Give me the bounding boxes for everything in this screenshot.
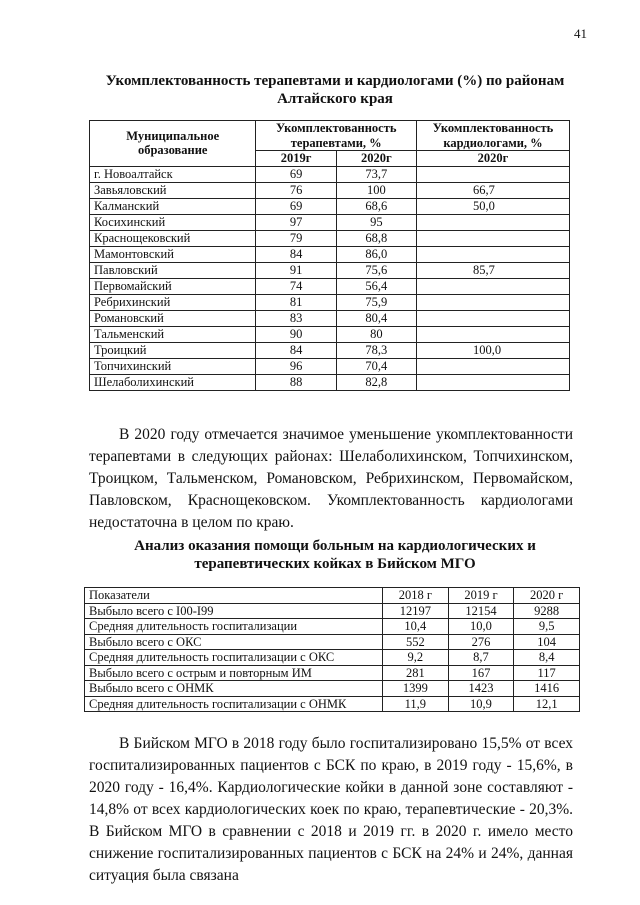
table-row xyxy=(85,665,580,681)
value-cell: 76 xyxy=(256,182,336,198)
table-row xyxy=(90,214,570,230)
district-cell: Павловский xyxy=(90,262,256,278)
value-cell: 12154 xyxy=(448,603,514,619)
table-row xyxy=(90,358,570,374)
value-cell: 74 xyxy=(256,278,336,294)
indicator-cell: Выбыло всего с ОКС xyxy=(85,634,383,650)
value-cell: 84 xyxy=(256,342,336,358)
value-cell: 276 xyxy=(448,634,514,650)
value-cell: 1416 xyxy=(514,681,580,697)
table-header-cell: 2020 г xyxy=(514,588,580,604)
value-cell: 11,9 xyxy=(383,696,449,712)
value-cell: 79 xyxy=(256,230,336,246)
value-cell: 68,8 xyxy=(336,230,416,246)
table-row xyxy=(90,182,570,198)
table-row xyxy=(90,246,570,262)
value-cell: 8,7 xyxy=(448,650,514,666)
district-cell: Топчихинский xyxy=(90,358,256,374)
header-therapists: Укомплектованность терапевтами, % xyxy=(256,121,417,151)
value-cell xyxy=(417,358,570,374)
value-cell xyxy=(417,214,570,230)
district-cell: Шелаболихинский xyxy=(90,374,256,390)
table-row xyxy=(85,650,580,666)
district-cell: Троицкий xyxy=(90,342,256,358)
indicator-cell: Средняя длительность госпитализации xyxy=(85,619,383,635)
table-row xyxy=(90,198,570,214)
value-cell: 88 xyxy=(256,374,336,390)
table-row xyxy=(90,166,570,182)
value-cell: 84 xyxy=(256,246,336,262)
value-cell: 90 xyxy=(256,326,336,342)
district-cell: Ребрихинский xyxy=(90,294,256,310)
staffing-table xyxy=(89,120,570,391)
value-cell xyxy=(417,310,570,326)
table-row xyxy=(90,326,570,342)
value-cell: 104 xyxy=(514,634,580,650)
table-row xyxy=(90,294,570,310)
value-cell: 95 xyxy=(336,214,416,230)
value-cell: 73,7 xyxy=(336,166,416,182)
value-cell: 100 xyxy=(336,182,416,198)
value-cell: 96 xyxy=(256,358,336,374)
table-row xyxy=(90,342,570,358)
district-cell: Краснощековский xyxy=(90,230,256,246)
value-cell: 117 xyxy=(514,665,580,681)
header-2019: 2019г xyxy=(256,151,336,167)
value-cell: 78,3 xyxy=(336,342,416,358)
table-row xyxy=(85,634,580,650)
header-cardiologists: Укомплектованность кардиологами, % xyxy=(417,121,570,151)
value-cell: 86,0 xyxy=(336,246,416,262)
table-row xyxy=(90,310,570,326)
value-cell: 69 xyxy=(256,198,336,214)
value-cell: 552 xyxy=(383,634,449,650)
table-row xyxy=(85,681,580,697)
value-cell: 10,0 xyxy=(448,619,514,635)
table2-title: Анализ оказания помощи больным на кардиологических и терапевтических койках в Бийском МГО xyxy=(134,538,536,572)
value-cell: 10,9 xyxy=(448,696,514,712)
table-row xyxy=(85,619,580,635)
value-cell xyxy=(417,294,570,310)
table1-title: Укомплектованность терапевтами и кардиологами (%) по районам Алтайского края xyxy=(105,73,565,107)
table-row xyxy=(90,262,570,278)
value-cell xyxy=(417,278,570,294)
value-cell: 66,7 xyxy=(417,182,570,198)
table-row xyxy=(85,696,580,712)
table-row xyxy=(90,230,570,246)
value-cell xyxy=(417,230,570,246)
value-cell: 100,0 xyxy=(417,342,570,358)
table-header-cell: 2018 г xyxy=(383,588,449,604)
indicator-cell: Выбыло всего с ОНМК xyxy=(85,681,383,697)
value-cell: 9288 xyxy=(514,603,580,619)
table-row xyxy=(90,278,570,294)
value-cell xyxy=(417,374,570,390)
table-header-cell: 2019 г xyxy=(448,588,514,604)
value-cell: 75,9 xyxy=(336,294,416,310)
district-cell: Завьяловский xyxy=(90,182,256,198)
value-cell: 97 xyxy=(256,214,336,230)
district-cell: Тальменский xyxy=(90,326,256,342)
indicator-cell: Средняя длительность госпитализации с ОКС xyxy=(85,650,383,666)
district-cell: Мамонтовский xyxy=(90,246,256,262)
value-cell: 80,4 xyxy=(336,310,416,326)
table-header-cell: Показатели xyxy=(85,588,383,604)
district-cell: Романовский xyxy=(90,310,256,326)
value-cell: 85,7 xyxy=(417,262,570,278)
table-row xyxy=(85,603,580,619)
header-district: Муниципальное образование xyxy=(90,121,256,167)
value-cell: 12,1 xyxy=(514,696,580,712)
paragraph-staffing: В 2020 году отмечается значимое уменьшение укомплектованности терапевтами в следующих районах: Шелаболихинском, Топчихинском, Троицком, Тальменском, Романовском, Ребрихинском, Первомайском, Павловском, Краснощековском. Укомплектованность кардиологами недостаточна в целом по краю. xyxy=(89,426,573,531)
value-cell: 80 xyxy=(336,326,416,342)
district-cell: Косихинский xyxy=(90,214,256,230)
value-cell: 56,4 xyxy=(336,278,416,294)
value-cell: 68,6 xyxy=(336,198,416,214)
value-cell: 83 xyxy=(256,310,336,326)
value-cell: 8,4 xyxy=(514,650,580,666)
indicator-cell: Средняя длительность госпитализации с ОНМК xyxy=(85,696,383,712)
district-cell: г. Новоалтайск xyxy=(90,166,256,182)
value-cell: 50,0 xyxy=(417,198,570,214)
value-cell: 70,4 xyxy=(336,358,416,374)
value-cell: 1423 xyxy=(448,681,514,697)
value-cell: 12197 xyxy=(383,603,449,619)
value-cell xyxy=(417,246,570,262)
value-cell: 1399 xyxy=(383,681,449,697)
value-cell: 9,5 xyxy=(514,619,580,635)
page-number: 41 xyxy=(574,26,587,41)
table-row xyxy=(90,374,570,390)
header-2020: 2020г xyxy=(336,151,416,167)
paragraph-biysk: В Бийском МГО в 2018 году было госпитализировано 15,5% от всех госпитализированных пациентов с БСК по краю, в 2019 году - 15,6%, в 2020 году - 16,4%. Кардиологические койки в данной зоне составляют - 14,8% от всех кардиологических коек по краю, терапевтические - 20,3%. В Бийском МГО в сравнении с 2018 и 2019 гг. в 2020 г. имело место снижение госпитализированных пациентов с БСК на 24% и 24%, данная ситуация была связана xyxy=(89,735,573,884)
value-cell: 91 xyxy=(256,262,336,278)
value-cell: 10,4 xyxy=(383,619,449,635)
value-cell xyxy=(417,326,570,342)
value-cell: 69 xyxy=(256,166,336,182)
value-cell: 75,6 xyxy=(336,262,416,278)
value-cell: 82,8 xyxy=(336,374,416,390)
care-analysis-table xyxy=(84,587,580,712)
indicator-cell: Выбыло всего с острым и повторным ИМ xyxy=(85,665,383,681)
district-cell: Калманский xyxy=(90,198,256,214)
header-cardio-2020: 2020г xyxy=(417,151,570,167)
value-cell: 9,2 xyxy=(383,650,449,666)
value-cell: 167 xyxy=(448,665,514,681)
district-cell: Первомайский xyxy=(90,278,256,294)
indicator-cell: Выбыло всего с I00-I99 xyxy=(85,603,383,619)
value-cell: 281 xyxy=(383,665,449,681)
value-cell: 81 xyxy=(256,294,336,310)
value-cell xyxy=(417,166,570,182)
